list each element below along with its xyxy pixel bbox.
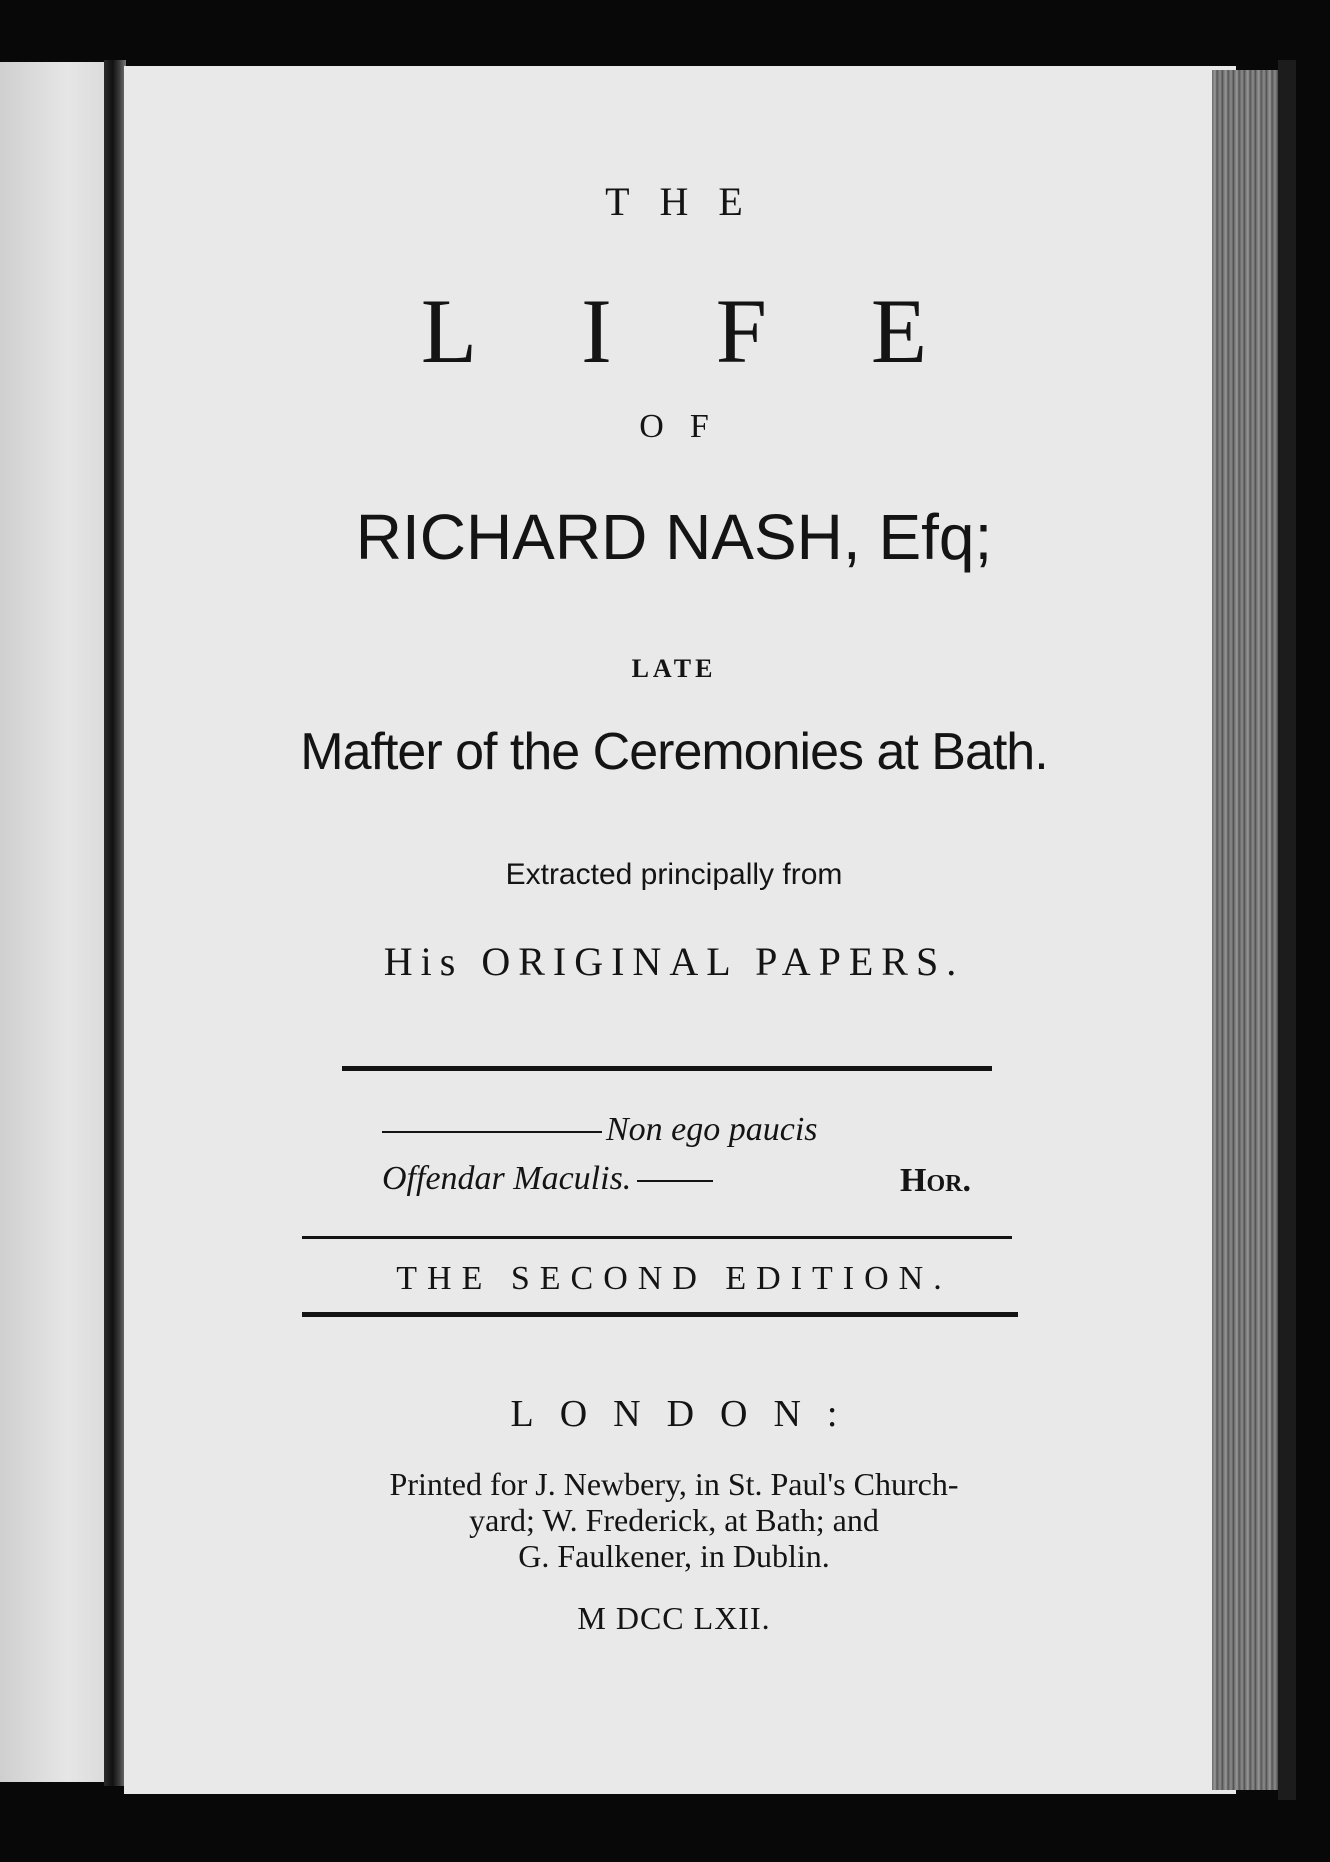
imprint-line-2: yard; W. Frederick, at Bath; and <box>469 1502 879 1538</box>
title-name: RICHARD NASH, Efq; <box>355 501 993 573</box>
subtitle-papers: His ORIGINAL PAPERS. <box>383 939 965 984</box>
motto-text-1: Non ego paucis <box>606 1111 818 1148</box>
left-page-edge <box>0 62 112 1782</box>
edition-rule-top <box>302 1236 1012 1239</box>
divider-rule <box>342 1066 992 1071</box>
motto-line-1 <box>382 1111 982 1149</box>
motto-text-2: Offendar Maculis. <box>382 1160 632 1197</box>
title-late: LATE <box>631 654 717 683</box>
title-office: Mafter of the Ceremonies at Bath. <box>300 723 1048 781</box>
imprint-date: M DCC LXII. <box>577 1600 771 1636</box>
imprint-line-1: Printed for J. Newbery, in St. Paul's Church- <box>389 1466 959 1502</box>
imprint-city: LONDON: <box>510 1393 864 1435</box>
motto-dash <box>637 1180 713 1182</box>
title-life: LIFE <box>420 280 1032 382</box>
motto-line-2 <box>382 1160 982 1198</box>
imprint-line-3: G. Faulkener, in Dublin. <box>518 1538 830 1574</box>
imprint-block <box>124 1466 1224 1574</box>
motto-dash <box>382 1131 602 1133</box>
edition-rule-bottom <box>302 1312 1018 1317</box>
edition-line: THE SECOND EDITION. <box>396 1260 952 1297</box>
cover-edge <box>1278 60 1296 1800</box>
title-page-content <box>124 66 1224 1786</box>
subtitle-extracted: Extracted principally from <box>505 858 843 891</box>
motto-attribution: Hor. <box>900 1162 971 1199</box>
title-of: OF <box>639 408 735 445</box>
title-the: THE <box>605 179 773 224</box>
book-gutter <box>104 60 126 1786</box>
